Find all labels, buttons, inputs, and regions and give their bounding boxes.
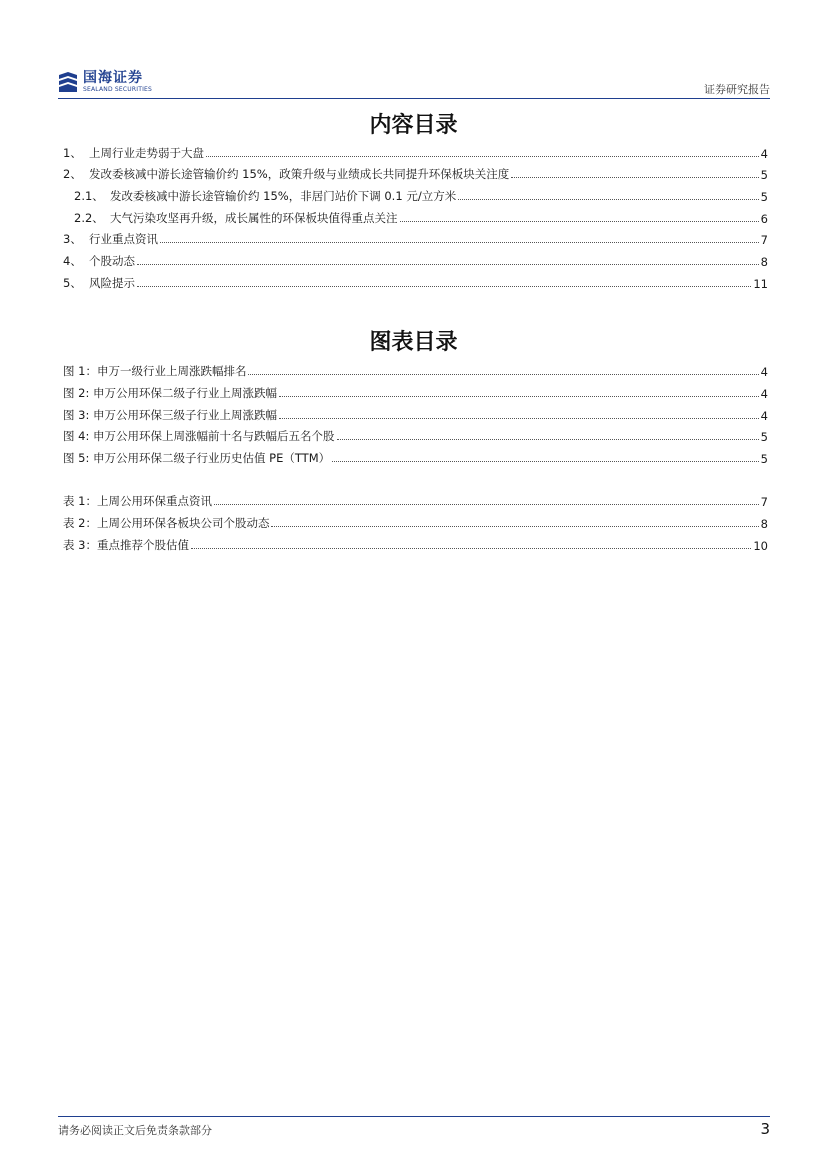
figure-entry-text: 图 3: 申万公用环保三级子行业上周涨跌幅 — [63, 408, 278, 422]
toc-entry-page: 8 — [760, 255, 768, 269]
figure-entry[interactable] — [63, 428, 768, 444]
table-entry[interactable] — [63, 537, 768, 553]
toc-title: 内容目录 — [369, 112, 458, 138]
table-entry-text: 表 1：上周公用环保重点资讯 — [63, 494, 212, 508]
dot-leader — [191, 547, 751, 549]
toc-entry-number: 3、 — [63, 232, 82, 246]
toc-entry[interactable] — [63, 253, 768, 269]
figure-entry-page: 4 — [760, 409, 768, 423]
dot-leader — [160, 241, 759, 243]
toc-entry-text: 发改委核减中游长途管输价约 15%，政策升级与业绩成长共同提升环保板块关注度 — [89, 167, 510, 181]
toc-entry-number: 2.2、 — [74, 211, 104, 225]
figure-entry[interactable] — [63, 407, 768, 423]
toc-entry-page: 6 — [760, 212, 768, 226]
toc-subentry[interactable] — [74, 188, 768, 204]
table-entry[interactable] — [63, 515, 768, 531]
toc-entry-text: 风险提示 — [89, 276, 135, 290]
toc-entry-page: 5 — [760, 190, 768, 204]
figure-entry-page: 4 — [760, 365, 768, 379]
figure-entry-text: 图 1：申万一级行业上周涨跌幅排名 — [63, 364, 247, 378]
table-entry-page: 7 — [760, 495, 768, 509]
toc-entry-number: 5、 — [63, 276, 82, 290]
table-entry-text: 表 3：重点推荐个股估值 — [63, 538, 189, 552]
dot-leader — [458, 198, 758, 200]
page-number: 3 — [760, 1120, 770, 1138]
footer-divider — [58, 1116, 770, 1117]
logo-english-name: SEALAND SECURITIES — [83, 86, 153, 93]
dot-leader — [271, 525, 758, 527]
toc-entry-page: 11 — [753, 277, 768, 291]
toc-entry[interactable] — [63, 145, 768, 161]
toc-entry[interactable] — [63, 231, 768, 247]
footer-disclaimer: 请务必阅读正文后免责条款部分 — [58, 1124, 212, 1137]
logo-chinese-name: 国海证券 — [83, 70, 143, 86]
page-header — [58, 68, 770, 100]
dot-leader — [137, 263, 759, 265]
table-entry[interactable] — [63, 493, 768, 509]
dot-leader — [337, 438, 759, 440]
toc-entry-number: 2、 — [63, 167, 82, 181]
dot-leader — [137, 285, 751, 287]
table-entry-page: 10 — [753, 539, 768, 553]
company-logo — [58, 68, 152, 96]
toc-entry-text: 上周行业走势弱于大盘 — [89, 146, 204, 160]
figures-toc-title: 图表目录 — [369, 329, 458, 355]
toc-entry[interactable] — [63, 166, 768, 182]
toc-entry-number: 2.1、 — [74, 189, 104, 203]
figure-entry-page: 5 — [760, 452, 768, 466]
dot-leader — [214, 503, 759, 505]
dot-leader — [279, 417, 759, 419]
dot-leader — [332, 460, 759, 462]
toc-entry-page: 5 — [760, 168, 768, 182]
toc-entry-page: 7 — [760, 233, 768, 247]
dot-leader — [206, 155, 759, 157]
figure-entry-page: 4 — [760, 387, 768, 401]
toc-entry[interactable] — [63, 275, 768, 291]
toc-entry-number: 1、 — [63, 146, 82, 160]
dot-leader — [248, 373, 758, 375]
figure-entry-text: 图 2: 申万公用环保二级子行业上周涨跌幅 — [63, 386, 278, 400]
figure-entry-page: 5 — [760, 430, 768, 444]
toc-entry-text: 发改委核减中游长途管输价约 15%，非居门站价下调 0.1 元/立方米 — [110, 189, 457, 203]
report-type-label: 证券研究报告 — [704, 83, 770, 96]
dot-leader — [511, 176, 758, 178]
toc-subentry[interactable] — [74, 210, 768, 226]
header-divider — [58, 98, 770, 99]
figure-entry-text: 图 4: 申万公用环保上周涨幅前十名与跌幅后五名个股 — [63, 429, 335, 443]
dot-leader — [279, 395, 759, 397]
toc-entry-text: 个股动态 — [89, 254, 135, 268]
toc-entry-text: 行业重点资讯 — [89, 232, 158, 246]
table-entry-page: 8 — [760, 517, 768, 531]
figure-entry[interactable] — [63, 385, 768, 401]
dot-leader — [400, 220, 759, 222]
sealand-logo-icon — [58, 71, 78, 93]
toc-entry-page: 4 — [760, 147, 768, 161]
figure-entry-text: 图 5: 申万公用环保二级子行业历史估值 PE（TTM） — [63, 451, 331, 465]
toc-entry-number: 4、 — [63, 254, 82, 268]
figure-entry[interactable] — [63, 363, 768, 379]
toc-entry-text: 大气污染攻坚再升级，成长属性的环保板块值得重点关注 — [110, 211, 398, 225]
figure-entry[interactable] — [63, 450, 768, 466]
table-entry-text: 表 2：上周公用环保各板块公司个股动态 — [63, 516, 270, 530]
